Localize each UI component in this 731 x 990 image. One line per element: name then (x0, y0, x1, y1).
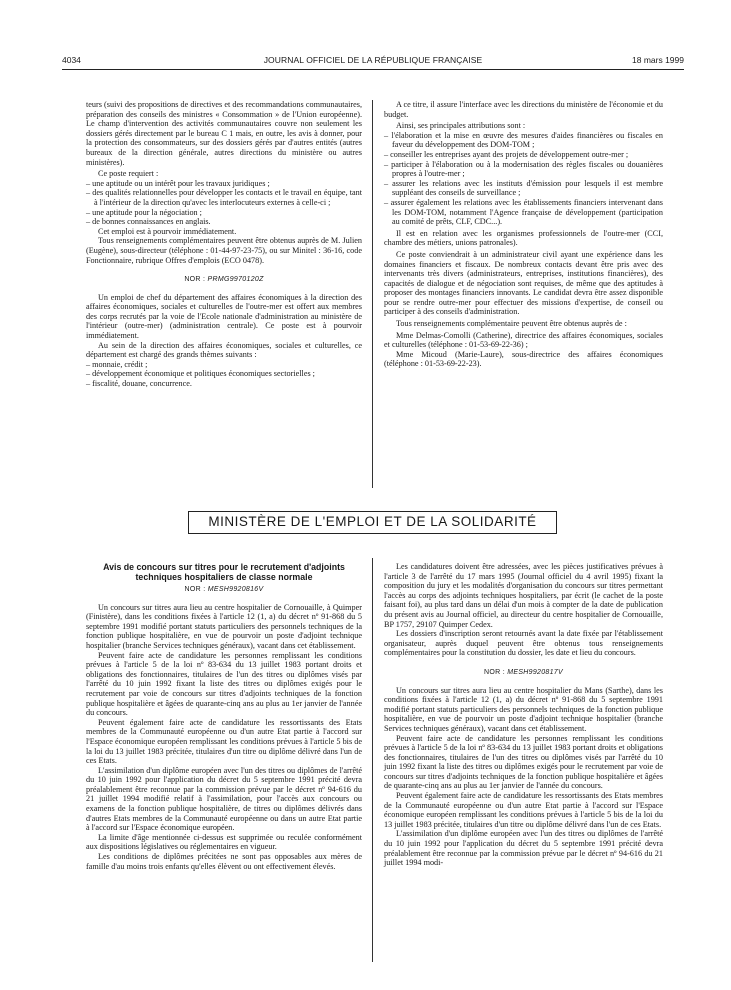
page-number: 4034 (62, 55, 81, 65)
paragraph: Ce poste requiert : (98, 169, 159, 179)
paragraph: Au sein de la direction des affaires économiques, sociales et culturelles, ce département est chargé des grands thèmes suivants : (86, 340, 362, 360)
paragraph: Tous renseignements complémentaire peuvent être obtenus auprès de : (396, 319, 627, 329)
paragraph: Mme Delmas-Comolli (Catherine), directrice des affaires économiques, sociales et culturelles (téléphone : 01-53-69-22-36) ; (384, 330, 663, 350)
column-divider-bottom (372, 558, 373, 962)
paragraph: Peuvent faire acte de candidature les personnes remplissant les conditions prévues à l'article 5 de la loi nº 83-634 du 13 juillet 1983 portant droits et obligations des fonctionnaires, titulaires de l'un des titres ou diplômes visés par l'arrêté du 10 juin 1992 fixant la liste des titres ou diplômes exigés pour le recrutement par voie de concours sur titres d'adjoints techniques de la fonction publique hospitalière et âgées de quarante-cinq ans au plus au 1er janvier de l'année du concours. (384, 733, 663, 791)
paragraph: A ce titre, il assure l'interface avec les directions du ministère de l'économie et du budget. (384, 100, 663, 119)
paragraph: Les conditions de diplômes précitées ne sont pas opposables aux mères de famille d'au moins trois enfants qu'elles élèvent ou ont effectivement élevés. (86, 852, 362, 871)
nor-label: NOR : (184, 276, 206, 284)
journal-title: JOURNAL OFFICIEL DE LA RÉPUBLIQUE FRANÇAISE (263, 55, 483, 65)
list-item: – monnaie, crédit ; (86, 360, 362, 370)
list-item: – fiscalité, douane, concurrence. (86, 379, 362, 389)
nor-label: NOR : (184, 586, 206, 593)
paragraph: Les dossiers d'inscription seront retournés avant la date fixée par l'établissement organisateur, auprès duquel peuvent être obtenus tous renseignements complémentaires pour la constitution du dossier, les date et lieu du concours. (384, 629, 663, 658)
paragraph: Il est en relation avec les organismes professionnels de l'outre-mer (CCI, chambre des métiers, unions patronales). (384, 228, 663, 248)
notice-title: Avis de concours sur titres pour le recrutement d'adjoints techniques hospitaliers de classe normale (103, 562, 345, 582)
list-item: – développement économique et politiques économiques sectorielles ; (86, 369, 362, 379)
issue-date: 18 mars 1999 (632, 55, 684, 65)
paragraph: Ce poste conviendrait à un administrateur civil ayant une expérience dans les domaines financiers et fiscaux. De nombreux contacts devant être pris avec des intervenants très divers (administrateurs, entreprises, institutions financières), des capacités de dialogue et de négociation sont requises, de même que des aptitudes à proposer des montages financiers innovants. Le candidat devra être assez disponible pour se rendre outre-mer pour effectuer des missions d'expertise, de conseil ou participer à des conseils d'administration. (384, 249, 663, 317)
list-item: – de bonnes connaissances en anglais. (86, 217, 362, 227)
list-item: – une aptitude ou un intérêt pour les travaux juridiques ; (86, 179, 362, 189)
paragraph: Un concours sur titres aura lieu au centre hospitalier du Mans (Sarthe), dans les conditions fixées à l'article 12 (1, a) du décret nº 91-868 du 5 septembre 1991 modifié portant statuts particuliers des personnels techniques de la fonction publique hospitalière, en vue de pourvoir un poste d'adjoint technique hospitalier (branche Services techniques généraux), vacant dans cet établissement. (384, 685, 663, 733)
list-item: – assurer également les relations avec les établissements financiers intervenant dans les DOM-TOM, notamment l'Agence française de développement (participation au comité de prêts, CLF, CDC...). (384, 198, 663, 227)
list-item: – une aptitude pour la négociation ; (86, 208, 362, 218)
paragraph: Les candidatures doivent être adressées, avec les pièces justificatives prévues à l'article 3 de l'arrêté du 17 mars 1995 (Journal officiel du 4 avril 1995) fixant la composition du jury et les modalités d'organisation du concours sur titres permettant l'accès au corps des adjoints techniques hospitaliers, par écrit (le cachet de la poste faisant foi), au plus tard dans un délai d'un mois à compter de la date de publication du présent avis au Journal officiel, au directeur du centre hospitalier de Cornouaille, BP 1757, 29107 Quimper Cedex. (384, 562, 663, 629)
header-rule (62, 69, 684, 70)
nor-reference (86, 275, 362, 285)
top-right-column (384, 100, 663, 369)
column-divider-top (372, 100, 373, 488)
paragraph: Tous renseignements complémentaires peuvent être obtenus auprès de M. Julien (Eugène), sous-directeur (téléphone : 01-44-97-23-75), ou sur Minitel : 36-16, code Fonctionnaire, rubrique Offres d'emplois (ECO 0478). (86, 236, 362, 265)
paragraph: Un emploi de chef du département des affaires économiques à la direction des affaires économiques, sociales et culturelles de l'outre-mer est offert aux membres des corps recrutés par la voie de l'Ecole nationale d'administration au ministère de l'intérieur (outre-mer) (administration centrale). Ce poste est à pourvoir immédiatement. (86, 292, 362, 341)
list-item: – l'élaboration et la mise en œuvre des mesures d'aides financières ou fiscales en faveur du développement des DOM-TOM ; (384, 131, 663, 150)
themes-list (86, 360, 362, 389)
bottom-left-column (86, 562, 362, 871)
list-item: – conseiller les entreprises ayant des projets de développement outre-mer ; (384, 150, 663, 160)
nor-reference (384, 668, 663, 678)
bottom-right-column (384, 562, 663, 868)
paragraph: L'assimilation d'un diplôme européen avec l'un des titres ou diplômes de l'arrêté du 10 juin 1992 pour l'application du décret du 5 septembre 1991 précité devra préalablement être reconnue par la commission prévue par le décret nº 94-616 du 21 juillet 1994 modifié relatif à l'assimilation, pour l'accès aux concours ou examens de la fonction publique hospitalière, de titres ou diplômes délivrés dans d'autres Etats membres de la Communauté européenne ou dans un autre Etat partie à l'accord sur l'Espace économique européen. (86, 765, 362, 833)
paragraph: L'assimilation d'un diplôme européen avec l'un des titres ou diplômes de l'arrêté du 10 juin 1992 pour l'application du décret du 5 septembre 1991 précité devra préalablement être reconnue par la commission prévue par le décret nº 94-616 du 21 juillet 1994 modi- (384, 829, 663, 868)
list-item: – des qualités relationnelles pour développer les contacts et le travail en équipe, tant à l'intérieur de la direction qu'avec les interlocuteurs externes à celle-ci ; (86, 188, 362, 207)
paragraph: La limite d'âge mentionnée ci-dessus est supprimée ou reculée conformément aux dispositions législatives ou réglementaires en vigueur. (86, 832, 362, 852)
requirements-list (86, 179, 362, 227)
paragraph: Peuvent également faire acte de candidature les ressortissants des Etats membres de la Communauté européenne ou d'un autre Etat partie à l'accord sur l'Espace économique européen remplissant les conditions prévues à l'article 5 bis de la loi du 13 juillet 1983 précitée, titulaires d'un titre ou diplôme délivré dans l'un de ces Etats. (384, 791, 663, 829)
paragraph: Peuvent également faire acte de candidature les ressortissants des Etats membres de la Communauté européenne ou d'un autre Etat partie à l'accord sur l'Espace économique européen remplissant les conditions prévues à l'article 5 bis de la loi du 13 juillet 1983 précitée, titulaires d'un titre ou diplôme délivré dans l'un de ces Etats. (86, 717, 362, 766)
ministry-banner: MINISTÈRE DE L'EMPLOI ET DE LA SOLIDARITÉ (188, 511, 557, 534)
paragraph: Peuvent faire acte de candidature les personnes remplissant les conditions prévues à l'article 5 de la loi nº 83-634 du 13 juillet 1983 portant droits et obligations des fonctionnaires, titulaires de l'un des titres ou diplômes visés par l'arrêté du 10 juin 1992 fixant la liste des titres ou diplômes exigés pour le recrutement par voie de concours sur titres d'adjoints techniques de la fonction publique hospitalière et âgées de quarante-cinq ans au plus au 1er janvier de l'année du concours. (86, 650, 362, 718)
paragraph: Mme Micoud (Marie-Laure), sous-directrice des affaires économiques (téléphone : 01-53-69-22-23). (384, 349, 663, 369)
nor-code: MESH9920816V (207, 586, 264, 593)
page-header (62, 55, 684, 69)
list-item: – assurer les relations avec les instituts d'émission pour lesquels il est membre suppléant des conseils de surveillance ; (384, 179, 663, 198)
paragraph: teurs (suivi des propositions de directives et des recommandations communautaires, préparation des conseils des ministres « Consommation » de l'Union européenne). Le champ d'intervention des activités communautaires couvre non seulement les dossiers gérés directement par le bureau C 1 mais, en outre, les avis à donner, pour la protection des consommateurs, sur des dossiers gérés par d'autres entités (autres bureaux de la direction générale, autres directions du ministère ou autres ministères). (86, 100, 362, 167)
nor-reference (86, 585, 362, 595)
paragraph: Cet emploi est à pourvoir immédiatement. (98, 226, 237, 236)
nor-code: MESH9920817V (507, 668, 563, 676)
paragraph: Un concours sur titres aura lieu au centre hospitalier de Cornouaille, à Quimper (Finistère), dans les conditions fixées à l'article 12 (1, a) du décret nº 91-868 du 5 septembre 1991 modifié portant statuts particuliers des personnels techniques de la fonction publique hospitalière, en vue de pourvoir un poste d'adjoint technique hospitalier (branche Services techniques généraux), vacant dans cet établissement. (86, 602, 362, 650)
attributions-list (384, 131, 663, 227)
top-left-column (86, 100, 362, 389)
list-item: – participer à l'élaboration ou à la modernisation des règles fiscales ou douanières propres à l'outre-mer ; (384, 160, 663, 179)
nor-label: NOR : (484, 668, 505, 676)
paragraph: Ainsi, ses principales attributions sont : (396, 121, 526, 131)
nor-code: PRMG9970120Z (207, 276, 264, 284)
